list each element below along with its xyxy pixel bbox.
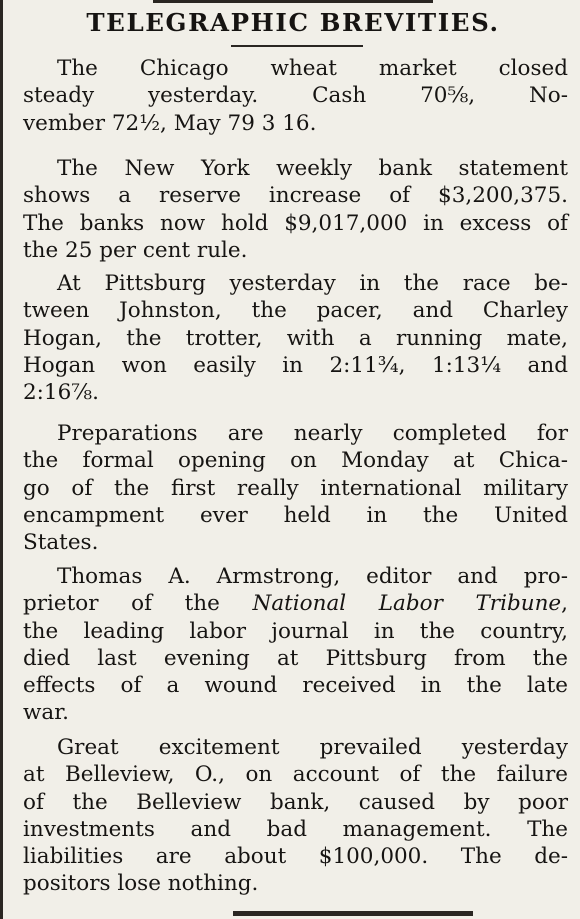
article-military-encampment (23, 420, 568, 556)
article-line: steady yesterday. Cash 70⅝, No- (23, 83, 568, 109)
article-bank-statement (23, 155, 568, 264)
newspaper-title: National Labor Tribune (252, 591, 562, 617)
article-line: vember 72½, May 79 3 16. (23, 110, 317, 136)
article-line: of the Belleview bank, caused by poor (23, 789, 568, 815)
article-line: At Pittsburg yesterday in the race be- (57, 271, 568, 296)
article-line: the 25 per cent rule. (23, 237, 248, 263)
article-wheat-market (23, 55, 568, 137)
article-line: tween Johnston, the pacer, and Charley (23, 298, 568, 324)
article-line: Great excitement prevailed yesterday (57, 735, 568, 760)
article-line: The New York weekly bank statement (57, 156, 568, 181)
article-line: at Belleview, O., on account of the failure (23, 762, 568, 788)
article-line: liabilities are about $100,000. The de- (23, 844, 568, 870)
top-rule (153, 0, 433, 3)
article-line: Hogan, the trotter, with a running mate, (23, 325, 568, 351)
article-text: , (561, 591, 568, 617)
article-line: encampment ever held in the United (23, 502, 568, 528)
article-pittsburg-race (23, 270, 568, 406)
article-line: Hogan won easily in 2:11¾, 1:13¼ and (23, 352, 568, 378)
article-line: Preparations are nearly completed for (57, 421, 568, 446)
headline: TELEGRAPHIC BREVITIES. (86, 8, 500, 37)
article-line: shows a reserve increase of $3,200,375. (23, 183, 568, 209)
bottom-rule (233, 911, 473, 916)
article-line: the formal opening on Monday at Chica- (23, 448, 568, 474)
article-line: investments and bad management. The (23, 816, 568, 842)
article-armstrong-obituary (23, 563, 568, 727)
article-belleview-bank (23, 734, 568, 898)
headline-rule (231, 45, 363, 47)
article-line: effects of a wound received in the late (23, 673, 568, 699)
article-line: The banks now hold $9,017,000 in excess of (23, 210, 568, 236)
article-line (23, 590, 568, 617)
article-line: Thomas A. Armstrong, editor and pro- (57, 564, 568, 589)
article-line: The Chicago wheat market closed (57, 56, 568, 81)
article-line: go of the first really international military (23, 475, 568, 501)
article-line: positors lose nothing. (23, 871, 259, 897)
article-line: the leading labor journal in the country, (23, 618, 568, 644)
article-line: died last evening at Pittsburg from the (23, 645, 568, 671)
article-line: States. (23, 530, 99, 556)
article-text: prietor of the (23, 591, 253, 617)
article-line: 2:16⅞. (23, 380, 99, 406)
article-line: war. (23, 700, 69, 726)
